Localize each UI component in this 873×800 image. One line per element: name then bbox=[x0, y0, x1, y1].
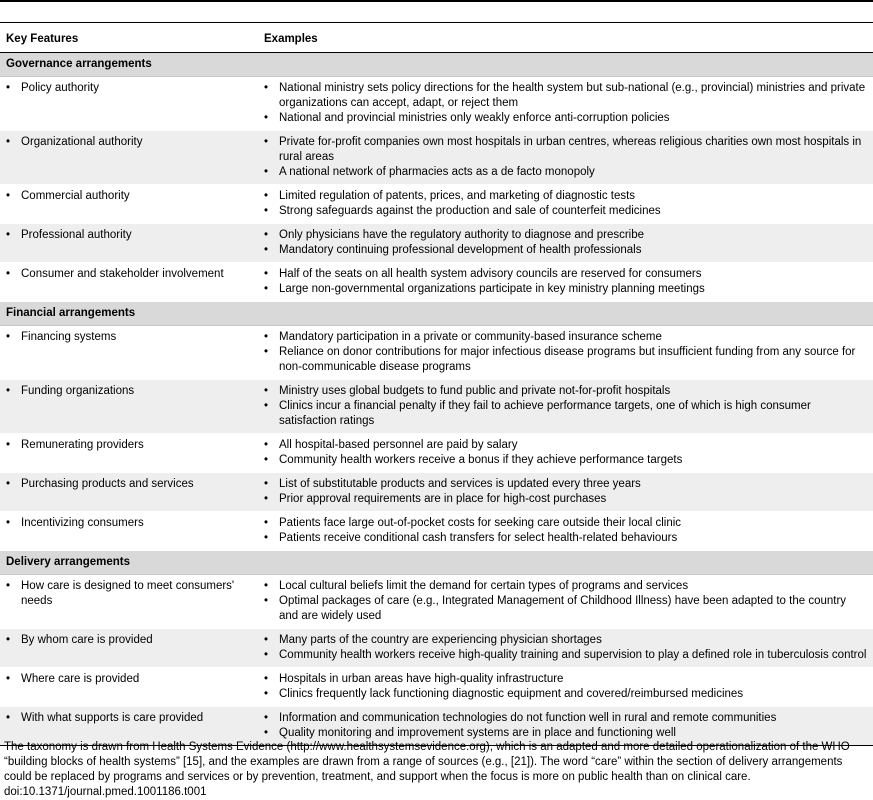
examples-cell bbox=[258, 131, 873, 185]
examples-cell bbox=[258, 512, 873, 551]
example-text: National ministry sets policy directions for the health system but sub-national (e.g., provincial) ministries and private organizations can accept, adapt, or reject them bbox=[279, 82, 866, 109]
example-item bbox=[264, 726, 867, 741]
examples-cell bbox=[258, 668, 873, 707]
feature-cell bbox=[0, 629, 258, 668]
example-item bbox=[264, 384, 867, 399]
bullet-icon bbox=[6, 477, 21, 492]
example-text: Community health workers receive a bonus if they achieve performance targets bbox=[279, 454, 683, 466]
table-row bbox=[0, 575, 873, 629]
example-text: Information and communication technologies do not function well in rural and remote communities bbox=[279, 712, 777, 724]
bullet-icon bbox=[264, 672, 279, 687]
example-text: Clinics incur a financial penalty if they fail to achieve performance targets, one of which is high consumer satisfaction ratings bbox=[279, 400, 811, 427]
bullet-icon bbox=[6, 633, 21, 648]
table-row bbox=[0, 185, 873, 224]
example-item bbox=[264, 243, 867, 258]
bullet-icon bbox=[6, 135, 21, 150]
feature-label: Funding organizations bbox=[21, 385, 135, 397]
bullet-icon bbox=[6, 228, 21, 243]
feature-label: Policy authority bbox=[21, 82, 99, 94]
feature-cell bbox=[0, 131, 258, 185]
feature-cell bbox=[0, 77, 258, 131]
table-footnote bbox=[4, 740, 870, 800]
table-row bbox=[0, 380, 873, 434]
example-item bbox=[264, 189, 867, 204]
feature-cell bbox=[0, 380, 258, 434]
examples-cell bbox=[258, 575, 873, 629]
examples-cell bbox=[258, 380, 873, 434]
bullet-icon bbox=[264, 243, 279, 258]
bullet-icon bbox=[264, 648, 279, 663]
bullet-icon bbox=[264, 477, 279, 492]
bullet-icon bbox=[6, 189, 21, 204]
bullet-icon bbox=[6, 267, 21, 282]
feature-label: Where care is provided bbox=[21, 673, 140, 685]
feature-cell bbox=[0, 575, 258, 629]
feature-label: Commercial authority bbox=[21, 190, 130, 202]
table-row bbox=[0, 512, 873, 551]
health-systems-table bbox=[0, 22, 873, 746]
example-item bbox=[264, 438, 867, 453]
bullet-icon bbox=[264, 135, 279, 165]
bullet-icon bbox=[264, 81, 279, 111]
bullet-icon bbox=[6, 672, 21, 687]
feature-cell bbox=[0, 512, 258, 551]
example-item bbox=[264, 633, 867, 648]
example-item bbox=[264, 81, 867, 111]
bullet-icon bbox=[264, 594, 279, 624]
example-text: Ministry uses global budgets to fund public and private not-for-profit hospitals bbox=[279, 385, 671, 397]
example-item bbox=[264, 672, 867, 687]
table-row bbox=[0, 131, 873, 185]
example-text: Prior approval requirements are in place for high-cost purchases bbox=[279, 493, 607, 505]
example-text: Strong safeguards against the production and sale of counterfeit medicines bbox=[279, 205, 661, 217]
bullet-icon bbox=[264, 579, 279, 594]
example-text: A national network of pharmacies acts as a de facto monopoly bbox=[279, 166, 595, 178]
example-text: Mandatory continuing professional development of health professionals bbox=[279, 244, 642, 256]
table-body bbox=[0, 53, 873, 746]
examples-cell bbox=[258, 263, 873, 302]
table-row bbox=[0, 326, 873, 380]
feature-cell bbox=[0, 224, 258, 263]
bullet-icon bbox=[264, 492, 279, 507]
feature-cell bbox=[0, 185, 258, 224]
example-item bbox=[264, 594, 867, 624]
section-title: Delivery arrangements bbox=[0, 551, 873, 575]
bullet-icon bbox=[6, 81, 21, 96]
example-item bbox=[264, 579, 867, 594]
feature-cell bbox=[0, 326, 258, 380]
examples-cell bbox=[258, 185, 873, 224]
example-text: Only physicians have the regulatory authority to diagnose and prescribe bbox=[279, 229, 645, 241]
example-item bbox=[264, 267, 867, 282]
feature-label: Consumer and stakeholder involvement bbox=[21, 268, 224, 280]
table-row bbox=[0, 434, 873, 473]
bullet-icon bbox=[264, 204, 279, 219]
example-text: Optimal packages of care (e.g., Integrated Management of Childhood Illness) have been adapted to the country and are widely used bbox=[279, 595, 847, 622]
example-item bbox=[264, 135, 867, 165]
section-title: Governance arrangements bbox=[0, 53, 873, 77]
feature-label: By whom care is provided bbox=[21, 634, 153, 646]
bullet-icon bbox=[264, 384, 279, 399]
examples-cell bbox=[258, 77, 873, 131]
bullet-icon bbox=[264, 453, 279, 468]
example-text: Limited regulation of patents, prices, and marketing of diagnostic tests bbox=[279, 190, 636, 202]
examples-cell bbox=[258, 473, 873, 512]
example-item bbox=[264, 399, 867, 429]
bullet-icon bbox=[264, 399, 279, 429]
table-row bbox=[0, 629, 873, 668]
example-text: Local cultural beliefs limit the demand for certain types of programs and services bbox=[279, 580, 689, 592]
feature-cell bbox=[0, 434, 258, 473]
section-row bbox=[0, 302, 873, 326]
example-item bbox=[264, 204, 867, 219]
example-text: Reliance on donor contributions for major infectious disease programs but insufficient funding from any source for non-communicable disease programs bbox=[279, 346, 856, 373]
bullet-icon bbox=[264, 633, 279, 648]
example-text: Patients face large out-of-pocket costs for seeking care outside their local clinic bbox=[279, 517, 682, 529]
examples-cell bbox=[258, 434, 873, 473]
example-item bbox=[264, 516, 867, 531]
example-item bbox=[264, 453, 867, 468]
bullet-icon bbox=[264, 711, 279, 726]
example-item bbox=[264, 648, 867, 663]
header-examples: Examples bbox=[258, 23, 873, 53]
feature-label: With what supports is care provided bbox=[21, 712, 204, 724]
bullet-icon bbox=[264, 330, 279, 345]
bullet-icon bbox=[264, 516, 279, 531]
feature-cell bbox=[0, 668, 258, 707]
example-text: All hospital-based personnel are paid by salary bbox=[279, 439, 518, 451]
bullet-icon bbox=[6, 711, 21, 726]
example-text: Quality monitoring and improvement systems are in place and functioning well bbox=[279, 727, 676, 739]
table-row bbox=[0, 77, 873, 131]
feature-label: Professional authority bbox=[21, 229, 132, 241]
feature-cell bbox=[0, 263, 258, 302]
doi-text: doi:10.1371/journal.pmed.1001186.t001 bbox=[4, 786, 207, 798]
feature-label: Organizational authority bbox=[21, 136, 143, 148]
example-item bbox=[264, 531, 867, 546]
bullet-icon bbox=[264, 345, 279, 375]
section-title: Financial arrangements bbox=[0, 302, 873, 326]
example-text: Community health workers receive high-quality training and supervision to play a defined role in tuberculosis control bbox=[279, 649, 867, 661]
example-text: Mandatory participation in a private or community-based insurance scheme bbox=[279, 331, 662, 343]
section-row bbox=[0, 551, 873, 575]
table-row bbox=[0, 668, 873, 707]
bullet-icon bbox=[264, 111, 279, 126]
bullet-icon bbox=[264, 165, 279, 180]
bullet-icon bbox=[264, 438, 279, 453]
example-item bbox=[264, 282, 867, 297]
example-text: Clinics frequently lack functioning diagnostic equipment and covered/reimbursed medicines bbox=[279, 688, 744, 700]
feature-label: How care is designed to meet consumers' needs bbox=[21, 580, 235, 607]
bullet-icon bbox=[6, 438, 21, 453]
example-item bbox=[264, 711, 867, 726]
feature-label: Incentivizing consumers bbox=[21, 517, 144, 529]
bullet-icon bbox=[6, 516, 21, 531]
table-row bbox=[0, 473, 873, 512]
section-row bbox=[0, 53, 873, 77]
examples-cell bbox=[258, 326, 873, 380]
example-item bbox=[264, 477, 867, 492]
bullet-icon bbox=[264, 687, 279, 702]
bullet-icon bbox=[6, 384, 21, 399]
bullet-icon bbox=[264, 228, 279, 243]
example-text: Hospitals in urban areas have high-quality infrastructure bbox=[279, 673, 564, 685]
feature-cell bbox=[0, 473, 258, 512]
bullet-icon bbox=[264, 726, 279, 741]
example-item bbox=[264, 228, 867, 243]
example-item bbox=[264, 330, 867, 345]
top-rule bbox=[0, 0, 873, 2]
example-item bbox=[264, 165, 867, 180]
examples-cell bbox=[258, 224, 873, 263]
example-text: List of substitutable products and services is updated every three years bbox=[279, 478, 641, 490]
example-text: Private for-profit companies own most hospitals in urban centres, whereas religious charities own most hospitals in rural areas bbox=[279, 136, 862, 163]
bullet-icon bbox=[264, 267, 279, 282]
example-item bbox=[264, 111, 867, 126]
footnote-text: The taxonomy is drawn from Health Systems Evidence (http://www.healthsystemsevidence.org), which is an adapted and more detailed operationalization of the WHO “building blocks of health systems” [15], and the examples are drawn from a range of sources (e.g., [21]). The word “care” within the section of delivery arrangements could be replaced by programs and services or by prevention, treatment, and support when the focus is more on public health than on clinical care. bbox=[4, 741, 850, 783]
bullet-icon bbox=[264, 531, 279, 546]
example-text: National and provincial ministries only weakly enforce anti-corruption policies bbox=[279, 112, 670, 124]
feature-label: Purchasing products and services bbox=[21, 478, 194, 490]
example-text: Half of the seats on all health system advisory councils are reserved for consumers bbox=[279, 268, 702, 280]
bullet-icon bbox=[6, 579, 21, 609]
table-row bbox=[0, 224, 873, 263]
header-row bbox=[0, 23, 873, 53]
bullet-icon bbox=[6, 330, 21, 345]
bullet-icon bbox=[264, 282, 279, 297]
examples-cell bbox=[258, 629, 873, 668]
example-text: Large non-governmental organizations participate in key ministry planning meetings bbox=[279, 283, 705, 295]
example-item bbox=[264, 345, 867, 375]
example-text: Many parts of the country are experiencing physician shortages bbox=[279, 634, 602, 646]
feature-label: Remunerating providers bbox=[21, 439, 144, 451]
example-text: Patients receive conditional cash transfers for select health-related behaviours bbox=[279, 532, 678, 544]
example-item bbox=[264, 687, 867, 702]
example-item bbox=[264, 492, 867, 507]
feature-label: Financing systems bbox=[21, 331, 117, 343]
bullet-icon bbox=[264, 189, 279, 204]
table-row bbox=[0, 263, 873, 302]
header-key-features: Key Features bbox=[0, 23, 258, 53]
